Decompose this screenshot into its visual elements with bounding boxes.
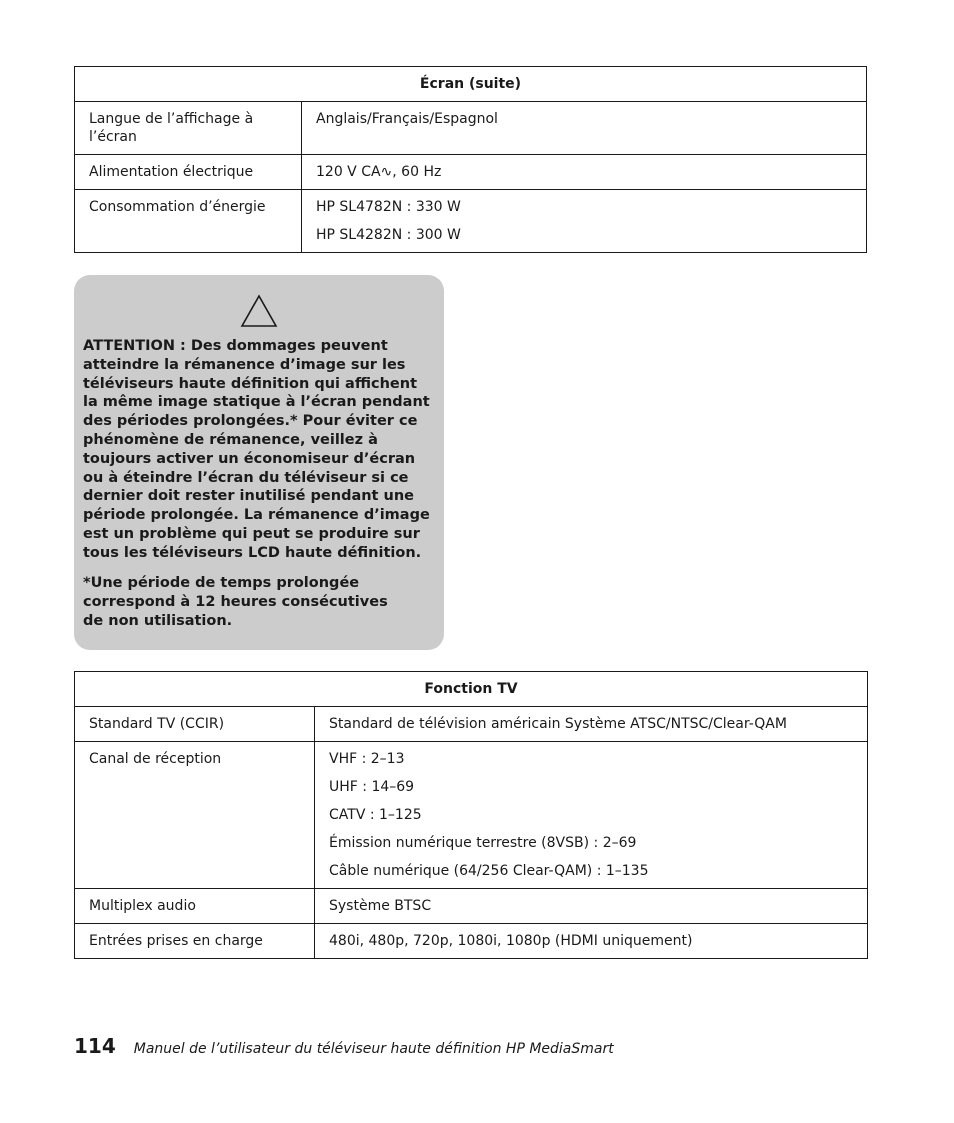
row-value	[315, 924, 868, 959]
value-line: UHF : 14–69	[329, 779, 415, 795]
table-title: Fonction TV	[75, 672, 868, 707]
row-value	[302, 155, 867, 190]
table-row	[75, 889, 868, 924]
value-line: Émission numérique terrestre (8VSB) : 2–69	[329, 835, 637, 851]
row-label: Canal de réception	[75, 742, 315, 889]
row-label: Alimentation électrique	[75, 155, 302, 190]
value-line: 480i, 480p, 720p, 1080i, 1080p (HDMI uniquement)	[329, 933, 693, 949]
table-row	[75, 102, 867, 155]
row-label: Consommation d’énergie	[75, 190, 302, 253]
value-line: Standard de télévision américain Système ATSC/NTSC/Clear-QAM	[329, 716, 787, 732]
row-label: Langue de l’affichage à l’écran	[75, 102, 302, 155]
document-title: Manuel de l’utilisateur du téléviseur haute définition HP MediaSmart	[133, 1041, 614, 1057]
row-value	[302, 102, 867, 155]
value-line: HP SL4282N : 300 W	[316, 227, 461, 243]
table-row	[75, 155, 867, 190]
page-footer	[74, 1034, 614, 1060]
warning-triangle-icon	[240, 294, 278, 328]
table-row	[75, 924, 868, 959]
page-number: 114	[74, 1034, 116, 1058]
value-line: Système BTSC	[329, 898, 432, 914]
value-line: CATV : 1–125	[329, 807, 422, 823]
table-row	[75, 742, 868, 889]
row-value	[315, 889, 868, 924]
row-label: Multiplex audio	[75, 889, 315, 924]
value-line: HP SL4782N : 330 W	[316, 199, 461, 215]
row-label: Standard TV (CCIR)	[75, 707, 315, 742]
value-line: Anglais/Français/Espagnol	[316, 111, 498, 127]
warning-box	[74, 275, 444, 650]
table-title: Écran (suite)	[75, 67, 867, 102]
spec-table-ecran	[74, 66, 867, 253]
row-value	[302, 190, 867, 253]
warning-footnote: *Une période de temps prolongée correspond à 12 heures consécutives de non utilisation.	[83, 575, 388, 629]
value-line: VHF : 2–13	[329, 751, 405, 767]
row-value	[315, 707, 868, 742]
value-line: 120 V CA∿, 60 Hz	[316, 164, 442, 180]
row-value	[315, 742, 868, 889]
warning-text: ATTENTION : Des dommages peuvent atteindre la rémanence d’image sur les téléviseurs haute définition qui affichent la même image statique à l’écran pendant des périodes prolongées.* Pour éviter ce phénomène de rémanence, veillez à toujours activer un économiseur d’écran ou à éteindre l’écran du téléviseur si ce dernier doit rester inutilisé pendant une période prolongée. La rémanence d’image est un problème qui peut se produire sur tous les téléviseurs LCD haute définition.	[83, 338, 430, 561]
table-row	[75, 707, 868, 742]
spec-table-tv	[74, 671, 868, 959]
row-label: Entrées prises en charge	[75, 924, 315, 959]
value-line: Câble numérique (64/256 Clear-QAM) : 1–135	[329, 863, 649, 879]
table-row	[75, 190, 867, 253]
